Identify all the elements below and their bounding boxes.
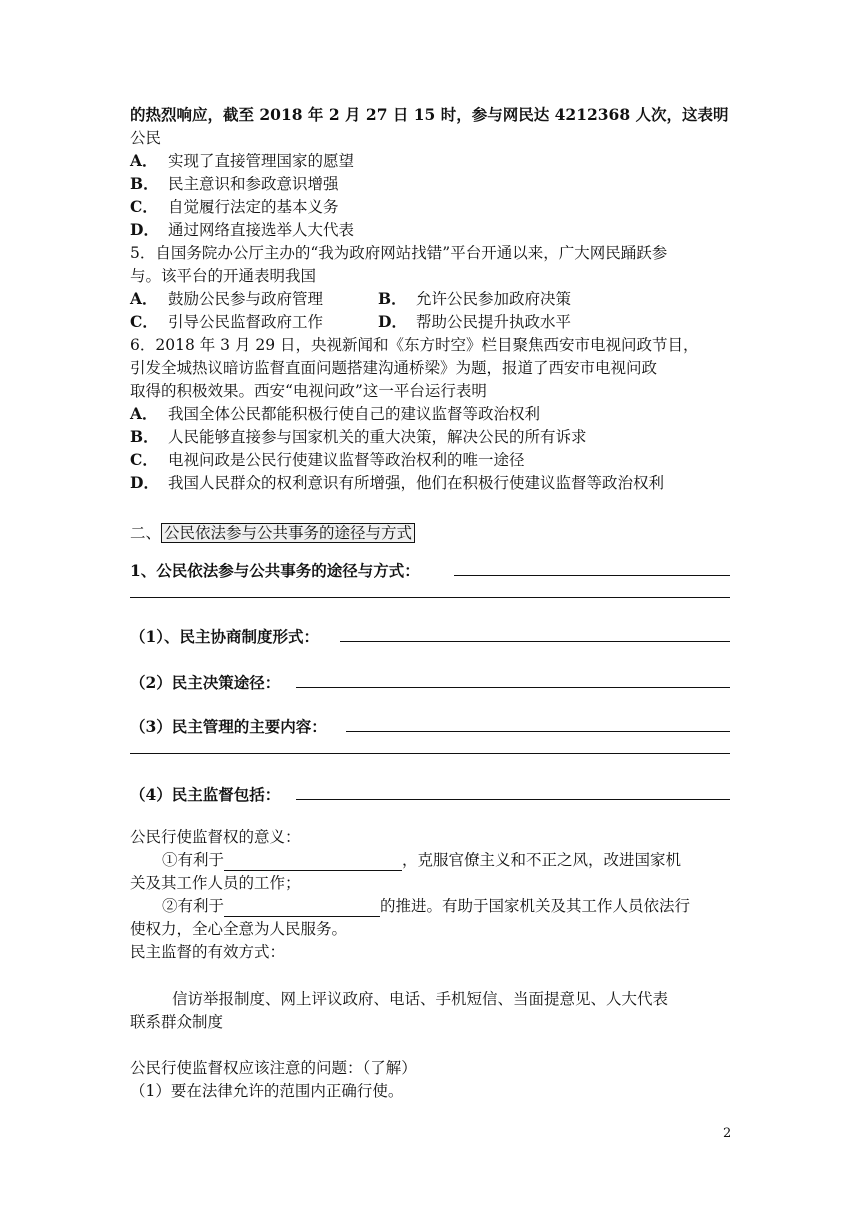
- fill-sub-3-blank-line2: [130, 753, 730, 754]
- option-text: 人民能够直接参与国家机关的重大决策，解决公民的所有诉求: [168, 428, 587, 446]
- point-2-blank: [224, 900, 380, 917]
- option-text: 我国全体公民都能积极行使自己的建议监督等政治权利: [168, 405, 541, 423]
- methods-heading: 民主监督的有效方式：: [130, 943, 286, 961]
- option-letter: C．: [130, 197, 158, 216]
- q6-option-b: [130, 426, 587, 448]
- option-letter: A．: [130, 404, 158, 423]
- option-letter: D．: [130, 473, 159, 492]
- q4-option-a: [130, 150, 354, 172]
- point-1-start: ①有利于: [162, 851, 225, 869]
- q5-options-row1: [130, 288, 730, 310]
- fill-sub-2-blank: [296, 687, 730, 688]
- section-title: 公民依法参与公共事务的途径与方式: [161, 523, 415, 543]
- q4-option-b: [130, 173, 339, 195]
- q4-line1: 的热烈响应，截至 2018 年 2 月 27 日 15 时，参与网民达 4212368 人次，这表明: [130, 105, 729, 124]
- q6-line2: 引发全城热议暗访监督直面问题搭建沟通桥梁》为题，报道了西安市电视问政: [130, 359, 658, 377]
- q6-line3: 取得的积极效果。西安“电视问政”这一平台运行表明: [130, 382, 487, 400]
- fill-item-1-label: 1、公民依法参与公共事务的途径与方式：: [130, 561, 420, 580]
- supervision-point-2: [162, 895, 690, 917]
- option-letter: B．: [130, 174, 159, 193]
- page-number: 2: [723, 1126, 732, 1141]
- fill-item-1-blank-line2: [130, 597, 730, 598]
- q5-line2: 与。该平台的开通表明我国: [130, 267, 317, 285]
- q5-line1: 5．自国务院办公厅主办的“我为政府网站找错”平台开通以来，广大网民踊跃参: [130, 244, 668, 262]
- methods-line2: 联系群众制度: [130, 1013, 224, 1031]
- option-text: 鼓励公民参与政府管理: [168, 290, 324, 308]
- supervision-point-1-cont: 关及其工作人员的工作；: [130, 874, 301, 892]
- option-text: 帮助公民提升执政水平: [416, 313, 572, 331]
- option-text: 我国人民群众的权利意识有所增强，他们在积极行使建议监督等政治权利: [168, 474, 665, 492]
- option-letter: A．: [130, 151, 158, 170]
- q4-option-d: [130, 219, 354, 241]
- option-letter: C．: [130, 450, 158, 469]
- fill-sub-4-label: （4）民主监督包括：: [130, 785, 281, 804]
- supervision-point-1: [162, 849, 681, 871]
- option-text: 实现了直接管理国家的愿望: [168, 152, 355, 170]
- supervision-point-2-cont: 使权力，全心全意为人民服务。: [130, 920, 348, 938]
- option-text: 自觉履行法定的基本义务: [168, 198, 339, 216]
- point-2-end: 的推进。有助于国家机关及其工作人员依法行: [380, 897, 691, 915]
- q6-line1: 6．2018 年 3 月 29 日，央视新闻和《东方时空》栏目聚焦西安市电视问政节目，: [130, 336, 699, 354]
- fill-sub-1-label: （1）、民主协商制度形式：: [130, 627, 320, 646]
- q5-option-d: [378, 311, 571, 333]
- option-text: 允许公民参加政府决策: [416, 290, 572, 308]
- q5-options-row2: [130, 311, 730, 333]
- option-letter: D．: [378, 312, 407, 331]
- option-letter: C．: [130, 312, 158, 331]
- section-prefix: 二、: [130, 524, 162, 542]
- supervision-heading: 公民行使监督权的意义：: [130, 828, 301, 846]
- option-text: 电视问政是公民行使建议监督等政治权利的唯一途径: [168, 451, 525, 469]
- q6-option-d: [130, 472, 664, 494]
- fill-sub-3-label: （3）民主管理的主要内容：: [130, 717, 327, 736]
- document-page: [130, 0, 730, 1216]
- point-1-blank: [224, 854, 402, 871]
- q6-option-a: [130, 403, 540, 425]
- q5-option-b: [378, 288, 571, 310]
- q4-option-c: [130, 196, 339, 218]
- option-text: 民主意识和参政意识增强: [168, 175, 339, 193]
- fill-item-1-blank: [454, 575, 730, 576]
- option-text: 引导公民监督政府工作: [168, 313, 324, 331]
- notes-heading: 公民行使监督权应该注意的问题：（了解）: [130, 1059, 417, 1077]
- section-heading: [130, 522, 415, 544]
- fill-sub-2-label: （2）民主决策途径：: [130, 673, 281, 692]
- point-2-start: ②有利于: [162, 897, 225, 915]
- note-1: （1）要在法律允许的范围内正确行使。: [130, 1082, 404, 1100]
- q6-option-c: [130, 449, 525, 471]
- fill-sub-1-blank: [340, 641, 730, 642]
- fill-sub-4-blank: [296, 799, 730, 800]
- option-letter: B．: [130, 427, 159, 446]
- q4-line2: 公民: [130, 129, 162, 147]
- point-1-end: ，克服官僚主义和不正之风，改进国家机: [402, 851, 682, 869]
- fill-sub-3-blank: [346, 731, 730, 732]
- option-letter: A．: [130, 289, 158, 308]
- option-letter: B．: [378, 289, 407, 308]
- option-letter: D．: [130, 220, 159, 239]
- option-text: 通过网络直接选举人大代表: [168, 221, 355, 239]
- methods-line1: 信访举报制度、网上评议政府、电话、手机短信、当面提意见、人大代表: [172, 990, 669, 1008]
